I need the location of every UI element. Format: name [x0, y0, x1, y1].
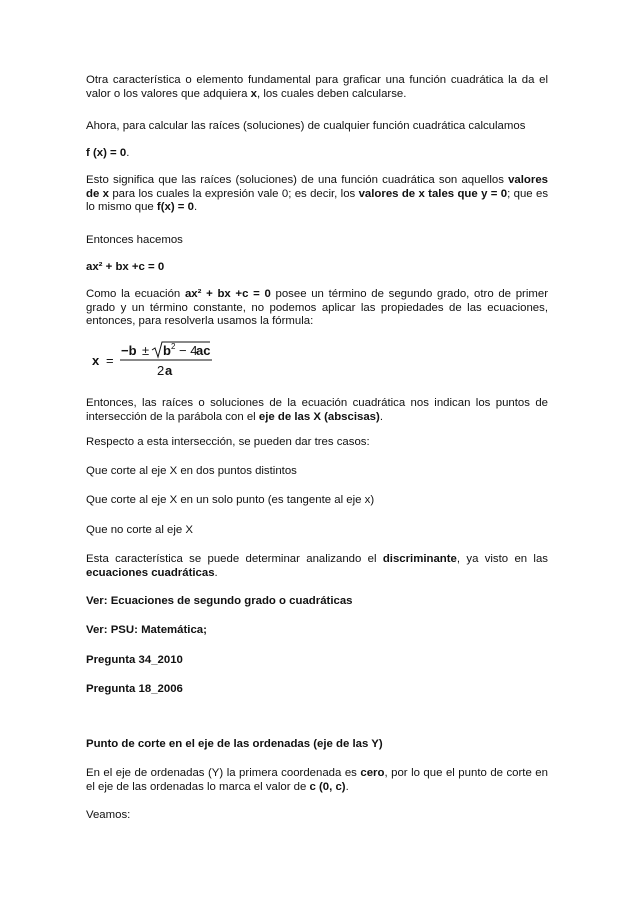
paragraph-fx-zero: f (x) = 0. [86, 147, 130, 159]
formula-equals: = [106, 353, 114, 368]
link-ecuaciones-cuadraticas[interactable]: Ver: Ecuaciones de segundo grado o cuadráticas [86, 595, 353, 607]
section-heading: Punto de corte en el eje de las ordenadas (eje de las Y) [86, 738, 383, 750]
formula-b2: b [163, 343, 171, 358]
formula-minus-four: − 4 [179, 343, 198, 358]
paragraph-meaning: Esto significa que las raíces (soluciones) de una función cuadrática son aquellos valores de x para los cuales la expresión vale 0; es decir, los valores de x tales que y = 0; que es lo mismo que f(x) = 0. [86, 174, 549, 214]
paragraph-intro: Otra característica o elemento fundamental para graficar una función cuadrática la da el valor o los valores que adquiera x, los cuales deben calcularse. [86, 74, 548, 100]
paragraph-veamos: Veamos: [86, 809, 131, 821]
list-item-case-3: Que no corte al eje X [86, 524, 194, 536]
paragraph-como: Como la ecuación ax² + bx +c = 0 posee un término de segundo grado, otro de primer grado y un término constante, no podemos aplicar las propiedades de las ecuaciones, entonces, para resolverla usamos la fórmula: [86, 288, 548, 328]
list-item-case-1: Que corte al eje X en dos puntos distintos [86, 465, 297, 477]
paragraph-respecto: Respecto a esta intersección, se pueden dar tres casos: [86, 436, 370, 448]
formula-a: a [165, 363, 173, 378]
formula-two: 2 [157, 363, 165, 378]
link-pregunta-34-2010[interactable]: Pregunta 34_2010 [86, 654, 183, 666]
list-item-case-2: Que corte al eje X en un solo punto (es tangente al eje x) [86, 494, 375, 506]
link-pregunta-18-2006[interactable]: Pregunta 18_2006 [86, 683, 183, 695]
paragraph-discriminante: Esta característica se puede determinar analizando el discriminante, ya visto en las ecuaciones cuadráticas. [86, 553, 548, 579]
formula-ac: ac [196, 343, 211, 358]
formula-neg-b: −b [121, 343, 137, 358]
paragraph-roots-intro: Ahora, para calcular las raíces (soluciones) de cualquier función cuadrática calculamos [86, 120, 526, 132]
formula-pm: ± [142, 343, 150, 358]
link-psu-matematica[interactable]: Ver: PSU: Matemática; [86, 624, 207, 636]
paragraph-raices: Entonces, las raíces o soluciones de la ecuación cuadrática nos indican los puntos de intersección de la parábola con el eje de las X (abscisas). [86, 397, 548, 423]
paragraph-equation: ax² + bx +c = 0 [86, 261, 165, 273]
paragraph-ordenadas: En el eje de ordenadas (Y) la primera coordenada es cero, por lo que el punto de corte en el eje de las ordenadas lo marca el valor de c (0, c). [86, 767, 548, 793]
formula-exponent: 2 [171, 342, 176, 351]
formula-lhs: x [92, 353, 100, 368]
quadratic-formula [90, 340, 220, 380]
paragraph-entonces: Entonces hacemos [86, 234, 183, 246]
